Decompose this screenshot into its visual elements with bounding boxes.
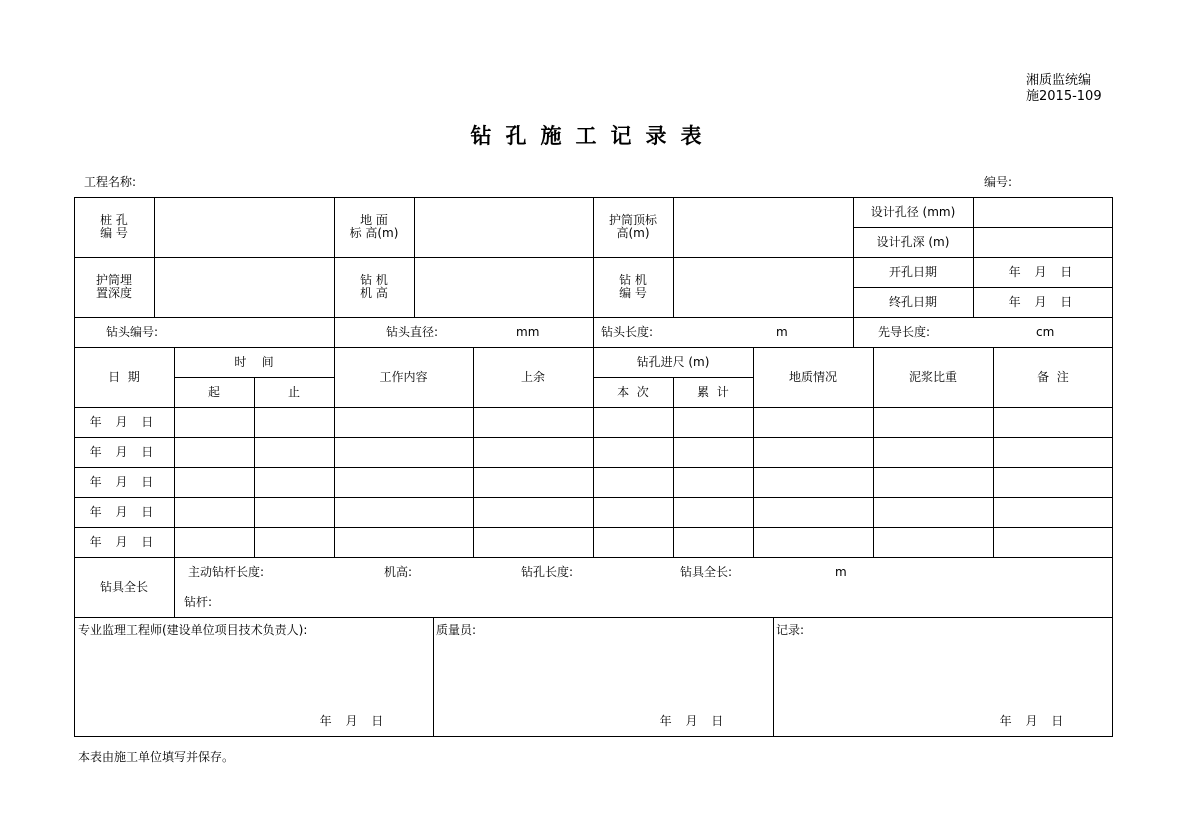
recorder-signature-date[interactable]: 年 月 日	[999, 713, 1069, 728]
recorder-signature-label: 记录:	[776, 623, 805, 637]
ground-elevation-value[interactable]	[414, 197, 593, 257]
log-progress-header: 钻孔进尺 (m)	[636, 354, 710, 369]
kelly-length-label: 主动钻杆长度:	[188, 564, 265, 579]
tool-total-section-label: 钻具全长	[99, 579, 148, 594]
qc-signature-date[interactable]: 年 月 日	[659, 713, 729, 728]
end-date-label: 终孔日期	[888, 294, 937, 309]
bit-diameter-label: 钻头直径:	[386, 324, 439, 339]
project-name-label: 工程名称:	[84, 175, 137, 189]
rig-height-value[interactable]	[414, 257, 593, 317]
start-date-label: 开孔日期	[888, 264, 937, 279]
log-date-header: 日 期	[108, 369, 140, 384]
log-row-date[interactable]: 年 月 日	[89, 474, 159, 489]
supervisor-signature-date[interactable]: 年 月 日	[319, 713, 389, 728]
bit-diameter-unit: mm	[516, 324, 540, 339]
log-geology-header: 地质情况	[788, 369, 837, 384]
casing-top-elevation-label: 护筒顶标 高(m)	[608, 213, 657, 240]
log-row-date[interactable]: 年 月 日	[89, 444, 159, 459]
footnote: 本表由施工单位填写并保存。	[78, 750, 235, 764]
end-date-value[interactable]: 年 月 日	[1008, 294, 1078, 309]
bit-length-label: 钻头长度:	[601, 324, 654, 339]
log-this-time-header: 本 次	[617, 384, 649, 399]
rig-number-value[interactable]	[673, 257, 853, 317]
log-row-date[interactable]: 年 月 日	[89, 414, 159, 429]
design-diameter-label: 设计孔径 (mm)	[870, 204, 956, 219]
page-title: 钻孔施工记录表	[470, 124, 716, 148]
drill-rod-label: 钻杆:	[184, 594, 213, 609]
log-row-date[interactable]: 年 月 日	[89, 534, 159, 549]
log-mud-header: 泥浆比重	[908, 369, 957, 384]
start-date-value[interactable]: 年 月 日	[1008, 264, 1078, 279]
rig-height-field-label: 机高:	[384, 564, 413, 579]
casing-depth-value[interactable]	[154, 257, 334, 317]
design-depth-label: 设计孔深 (m)	[876, 234, 950, 249]
log-remarks-header: 备 注	[1037, 369, 1069, 384]
bit-length-unit: m	[776, 324, 788, 339]
drilling-record-form	[74, 197, 1113, 737]
form-code-line1: 湘质监统编	[1026, 73, 1092, 88]
tool-total-unit: m	[835, 564, 847, 579]
log-remaining-header: 上余	[520, 369, 545, 384]
ground-elevation-label: 地 面 标 高(m)	[349, 213, 399, 240]
rig-height-label: 钻 机 机 高	[360, 273, 388, 300]
qc-signature-label: 质量员:	[436, 623, 477, 637]
hole-length-label: 钻孔长度:	[521, 564, 574, 579]
supervisor-signature-label: 专业监理工程师(建设单位项目技术负责人):	[78, 623, 308, 637]
number-label: 编号:	[984, 175, 1013, 189]
pilot-length-label: 先导长度:	[878, 324, 931, 339]
log-row-date[interactable]: 年 月 日	[89, 504, 159, 519]
log-time-header: 时 间	[234, 354, 274, 369]
pile-no-value[interactable]	[154, 197, 334, 257]
log-cumulative-header: 累 计	[697, 384, 729, 399]
design-depth-value[interactable]	[973, 227, 1113, 257]
pilot-length-unit: cm	[1036, 324, 1055, 339]
bit-number-label: 钻头编号:	[106, 324, 159, 339]
log-work-header: 工作内容	[379, 369, 428, 384]
tool-total-length-label: 钻具全长:	[680, 564, 733, 579]
pile-no-label: 桩 孔 编 号	[100, 213, 128, 240]
design-diameter-value[interactable]	[973, 197, 1113, 227]
form-code-line2: 施2015-109	[1026, 89, 1102, 104]
log-stop-header: 止	[287, 384, 300, 399]
casing-depth-label: 护筒埋 置深度	[95, 273, 132, 300]
casing-top-elevation-value[interactable]	[673, 197, 853, 257]
rig-number-label: 钻 机 编 号	[619, 273, 647, 300]
log-start-header: 起	[207, 384, 220, 399]
